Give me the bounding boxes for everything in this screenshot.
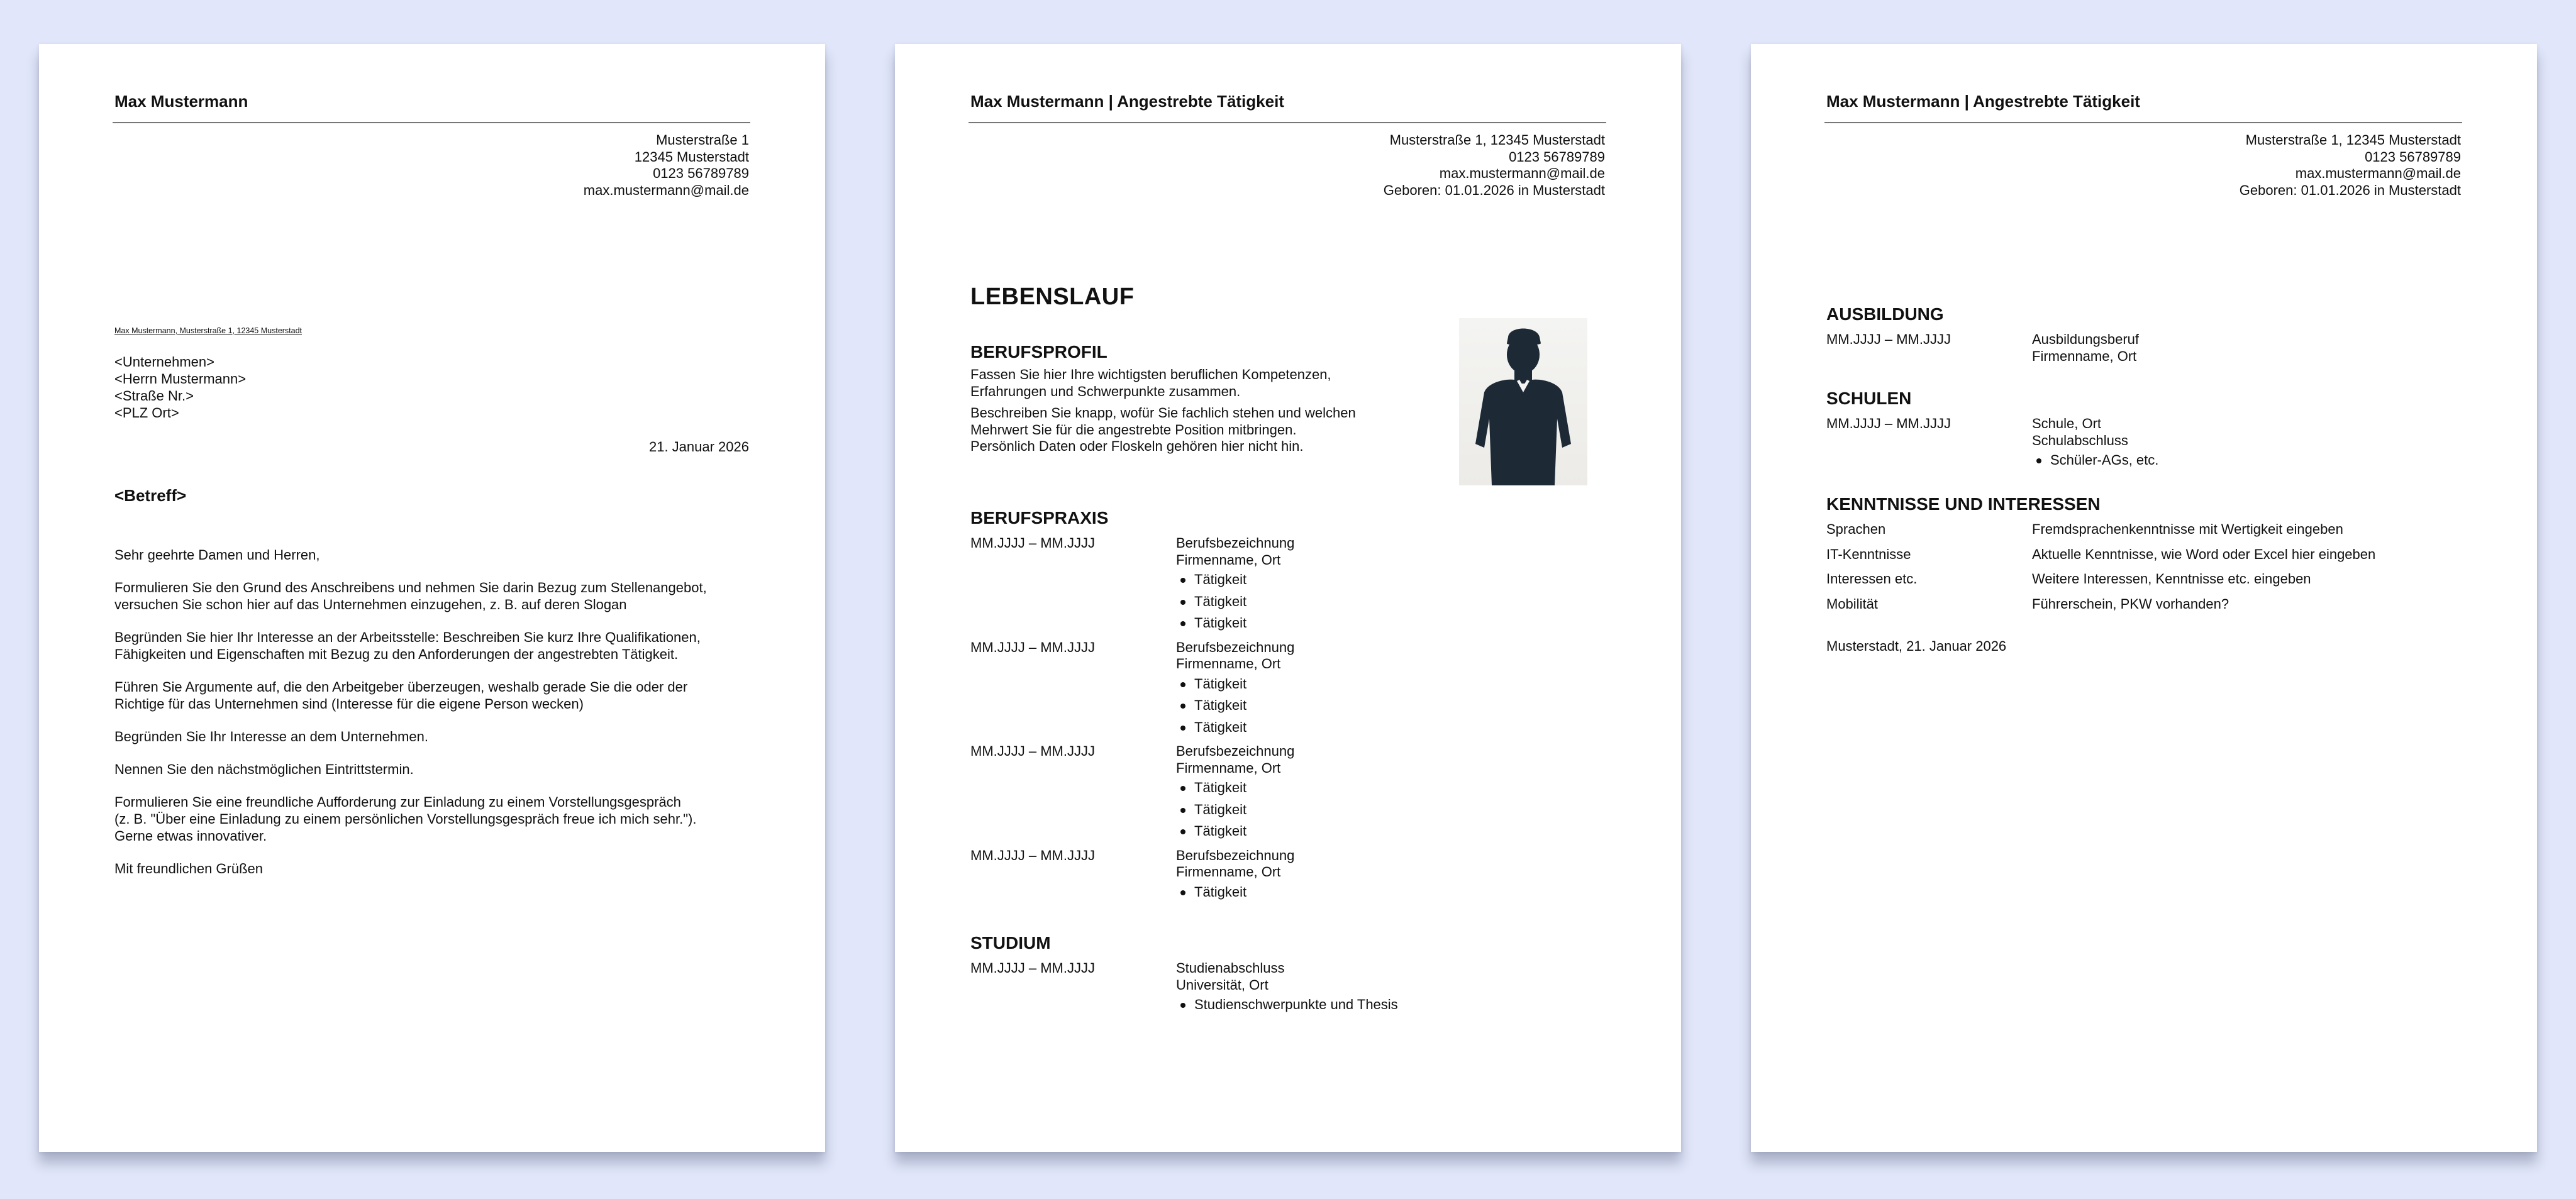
work-entry bbox=[970, 743, 1606, 845]
contact-address: Musterstraße 1, 12345 Musterstadt bbox=[2245, 132, 2461, 148]
recipient-city: <PLZ Ort> bbox=[114, 405, 179, 421]
schools-section bbox=[1826, 388, 2462, 474]
entry-title: Berufsbezeichnung bbox=[1176, 639, 1295, 655]
section-heading: AUSBILDUNG bbox=[1826, 304, 1944, 324]
entry-task-list bbox=[1176, 780, 1294, 840]
cover-letter-page bbox=[39, 44, 825, 1152]
work-experience-section bbox=[970, 507, 1606, 908]
paragraph-line: Nennen Sie den nächstmöglichen Eintrittstermin. bbox=[114, 761, 414, 777]
paragraph-line: Richtige für das Unternehmen sind (Interesse für die eigene Person wecken) bbox=[114, 696, 584, 712]
entry-place: Firmenname, Ort bbox=[1176, 551, 1281, 568]
skill-value: Fremdsprachenkenntnisse mit Wertigkeit eingeben bbox=[2032, 521, 2343, 537]
paragraph-line: Fassen Sie hier Ihre wichtigsten beruflichen Kompetenzen, bbox=[970, 367, 1331, 382]
list-item: Tätigkeit bbox=[1194, 802, 1294, 819]
paragraph-line: Fähigkeiten und Eigenschaften mit Bezug zu den Anforderungen der angestrebten Tätigkeit. bbox=[114, 646, 679, 662]
entry-details bbox=[1176, 535, 1294, 637]
entry-task-list bbox=[1176, 676, 1294, 736]
skill-row bbox=[1826, 546, 2462, 563]
skill-value: Führerschein, PKW vorhanden? bbox=[2032, 595, 2229, 612]
cv-contact-block bbox=[2240, 132, 2461, 199]
contact-street: Musterstraße 1 bbox=[656, 132, 749, 148]
skill-label: Sprachen bbox=[1826, 521, 1886, 537]
paragraph-line: Begründen Sie hier Ihr Interesse an der Arbeitsstelle: Beschreiben Sie kurz Ihre Qualifikationen, bbox=[114, 629, 701, 645]
entry-period: MM.JJJJ – MM.JJJJ bbox=[1826, 331, 1951, 347]
entry-period: MM.JJJJ – MM.JJJJ bbox=[970, 960, 1095, 976]
section-heading: STUDIUM bbox=[970, 933, 1051, 953]
header-divider bbox=[1824, 122, 2462, 123]
entry-title: Schule, Ort bbox=[2032, 416, 2102, 431]
entry-period: MM.JJJJ – MM.JJJJ bbox=[1826, 416, 1951, 431]
recipient-company: <Unternehmen> bbox=[114, 354, 214, 370]
entry-task-list bbox=[1176, 884, 1294, 901]
entry-task-list bbox=[2032, 452, 2158, 469]
closing: Mit freundlichen Grüßen bbox=[114, 861, 263, 876]
paragraph-line: Mehrwert Sie für die angestrebte Position mitbringen. bbox=[970, 421, 1297, 438]
list-item: Tätigkeit bbox=[1194, 719, 1294, 736]
entry-place: Schulabschluss bbox=[2032, 432, 2128, 448]
paragraph-line: Führen Sie Argumente auf, die den Arbeitgeber überzeugen, weshalb gerade Sie die oder der bbox=[114, 679, 688, 695]
letter-paragraph bbox=[114, 761, 750, 778]
entry-title: Berufsbezeichnung bbox=[1176, 743, 1295, 759]
contact-birth: Geboren: 01.01.2026 in Musterstadt bbox=[1383, 182, 1605, 198]
cv-page-1 bbox=[895, 44, 1681, 1152]
entry-title: Studienabschluss bbox=[1176, 960, 1285, 976]
entry-period: MM.JJJJ – MM.JJJJ bbox=[970, 847, 1095, 863]
list-item: Tätigkeit bbox=[1194, 615, 1294, 632]
list-item: Tätigkeit bbox=[1194, 676, 1294, 693]
paragraph-line: Persönlich Daten oder Floskeln gehören hier nicht hin. bbox=[970, 438, 1304, 454]
header-divider bbox=[969, 122, 1606, 123]
skill-row bbox=[1826, 521, 2462, 538]
entry-place: Firmenname, Ort bbox=[2032, 348, 2137, 364]
entry-place: Firmenname, Ort bbox=[1176, 656, 1281, 671]
contact-birth: Geboren: 01.01.2026 in Musterstadt bbox=[2239, 182, 2461, 198]
section-heading: SCHULEN bbox=[1826, 389, 1912, 408]
letter-paragraph bbox=[114, 579, 750, 613]
paragraph-line: (z. B. "Über eine Einladung zu einem persönlichen Vorstellungsgespräch freue ich mich sehr."). bbox=[114, 811, 697, 827]
list-item: Schüler-AGs, etc. bbox=[2050, 452, 2159, 468]
recipient-person: <Herrn Mustermann> bbox=[114, 371, 247, 387]
contact-email: max.mustermann@mail.de bbox=[583, 182, 749, 198]
entry-details bbox=[2032, 416, 2158, 474]
letter-body bbox=[114, 546, 750, 893]
entry-task-list bbox=[1176, 572, 1294, 632]
list-item: Tätigkeit bbox=[1194, 823, 1294, 840]
letter-contact-block bbox=[584, 132, 749, 199]
entry-details bbox=[1176, 639, 1294, 741]
entry-title: Berufsbezeichnung bbox=[1176, 847, 1295, 863]
salutation: Sehr geehrte Damen und Herren, bbox=[114, 547, 320, 563]
vocational-training-section bbox=[1826, 304, 2462, 365]
skill-row bbox=[1826, 571, 2462, 588]
entry-period: MM.JJJJ – MM.JJJJ bbox=[970, 639, 1095, 655]
entry-task-list bbox=[1176, 997, 1398, 1014]
entry-title: Ausbildungsberuf bbox=[2032, 331, 2140, 347]
school-entry bbox=[1826, 416, 2462, 474]
skill-label: Mobilität bbox=[1826, 595, 1878, 612]
entry-details bbox=[1176, 743, 1294, 845]
header-divider bbox=[113, 122, 750, 123]
paragraph-line: Formulieren Sie den Grund des Anschreibens und nehmen Sie darin Bezug zum Stellenangebot, bbox=[114, 580, 707, 595]
entry-details bbox=[1176, 960, 1398, 1019]
place-and-date: Musterstadt, 21. Januar 2026 bbox=[1826, 638, 2007, 654]
entry-period: MM.JJJJ – MM.JJJJ bbox=[970, 535, 1095, 551]
cv-header-name: Max Mustermann | Angestrebte Tätigkeit bbox=[1826, 92, 2140, 111]
contact-city: 12345 Musterstadt bbox=[634, 148, 749, 165]
entry-title: Berufsbezeichnung bbox=[1176, 535, 1295, 551]
paragraph-line: Beschreiben Sie knapp, wofür Sie fachlich stehen und welchen bbox=[970, 405, 1356, 421]
paragraph-line: versuchen Sie schon hier auf das Unternehmen einzugehen, z. B. auf deren Slogan bbox=[114, 597, 627, 612]
list-item: Studienschwerpunkte und Thesis bbox=[1194, 997, 1398, 1012]
entry-details bbox=[2032, 331, 2139, 365]
letter-paragraph bbox=[114, 678, 750, 712]
profile-section bbox=[970, 341, 1411, 455]
list-item: Tätigkeit bbox=[1194, 572, 1294, 588]
letter-subject: <Betreff> bbox=[114, 486, 187, 505]
work-entry bbox=[970, 639, 1606, 741]
paragraph-line: Formulieren Sie eine freundliche Aufforderung zur Einladung zu einem Vorstellungsgespräch bbox=[114, 794, 681, 810]
person-silhouette-icon bbox=[1459, 318, 1587, 485]
list-item: Tätigkeit bbox=[1194, 780, 1294, 797]
work-entry bbox=[970, 535, 1606, 637]
letter-date: 21. Januar 2026 bbox=[648, 439, 749, 455]
list-item: Tätigkeit bbox=[1194, 594, 1294, 611]
entry-place: Firmenname, Ort bbox=[1176, 864, 1281, 880]
letter-header-name: Max Mustermann bbox=[114, 92, 248, 111]
contact-email: max.mustermann@mail.de bbox=[1439, 165, 1605, 181]
profile-photo bbox=[1459, 318, 1587, 485]
skill-row bbox=[1826, 596, 2462, 613]
letter-paragraph bbox=[114, 793, 750, 844]
cv-page-2 bbox=[1751, 44, 2537, 1152]
skill-label: IT-Kenntnisse bbox=[1826, 546, 1911, 562]
section-heading: BERUFSPROFIL bbox=[970, 342, 1108, 362]
entry-place: Universität, Ort bbox=[1176, 976, 1269, 993]
section-heading: BERUFSPRAXIS bbox=[970, 508, 1109, 528]
recipient-street: <Straße Nr.> bbox=[114, 388, 194, 404]
entry-place: Firmenname, Ort bbox=[1176, 760, 1281, 776]
list-item: Tätigkeit bbox=[1194, 884, 1294, 901]
letter-paragraph bbox=[114, 629, 750, 663]
contact-phone: 0123 56789789 bbox=[1509, 148, 1605, 165]
letter-paragraph bbox=[114, 728, 750, 745]
entry-details bbox=[1176, 848, 1294, 906]
profile-paragraph bbox=[970, 405, 1411, 455]
skill-value: Weitere Interessen, Kenntnisse etc. eingeben bbox=[2032, 571, 2311, 587]
skills-section bbox=[1826, 494, 2462, 621]
profile-paragraph bbox=[970, 367, 1411, 400]
skill-label: Interessen etc. bbox=[1826, 571, 1918, 587]
list-item: Tätigkeit bbox=[1194, 697, 1294, 714]
paragraph-line: Erfahrungen und Schwerpunkte zusammen. bbox=[970, 383, 1241, 399]
training-entry bbox=[1826, 331, 2462, 365]
work-entry bbox=[970, 848, 1606, 906]
contact-email: max.mustermann@mail.de bbox=[2295, 165, 2461, 181]
contact-phone: 0123 56789789 bbox=[653, 165, 749, 181]
recipient-address bbox=[114, 353, 246, 421]
study-entry bbox=[970, 960, 1606, 1019]
contact-phone: 0123 56789789 bbox=[2365, 148, 2461, 165]
skill-value: Aktuelle Kenntnisse, wie Word oder Excel hier eingeben bbox=[2032, 546, 2376, 562]
education-section bbox=[970, 932, 1606, 1019]
section-heading: KENNTNISSE UND INTERESSEN bbox=[1826, 494, 2101, 514]
cv-title: LEBENSLAUF bbox=[970, 284, 1135, 310]
cv-header-name: Max Mustermann | Angestrebte Tätigkeit bbox=[970, 92, 1284, 111]
paragraph-line: Begründen Sie Ihr Interesse an dem Unternehmen. bbox=[114, 729, 428, 744]
paragraph-line: Gerne etwas innovativer. bbox=[114, 828, 267, 844]
contact-address: Musterstraße 1, 12345 Musterstadt bbox=[1389, 132, 1605, 148]
cv-contact-block bbox=[1384, 132, 1605, 199]
entry-period: MM.JJJJ – MM.JJJJ bbox=[970, 743, 1095, 759]
sender-return-line: Max Mustermann, Musterstraße 1, 12345 Musterstadt bbox=[114, 326, 303, 335]
